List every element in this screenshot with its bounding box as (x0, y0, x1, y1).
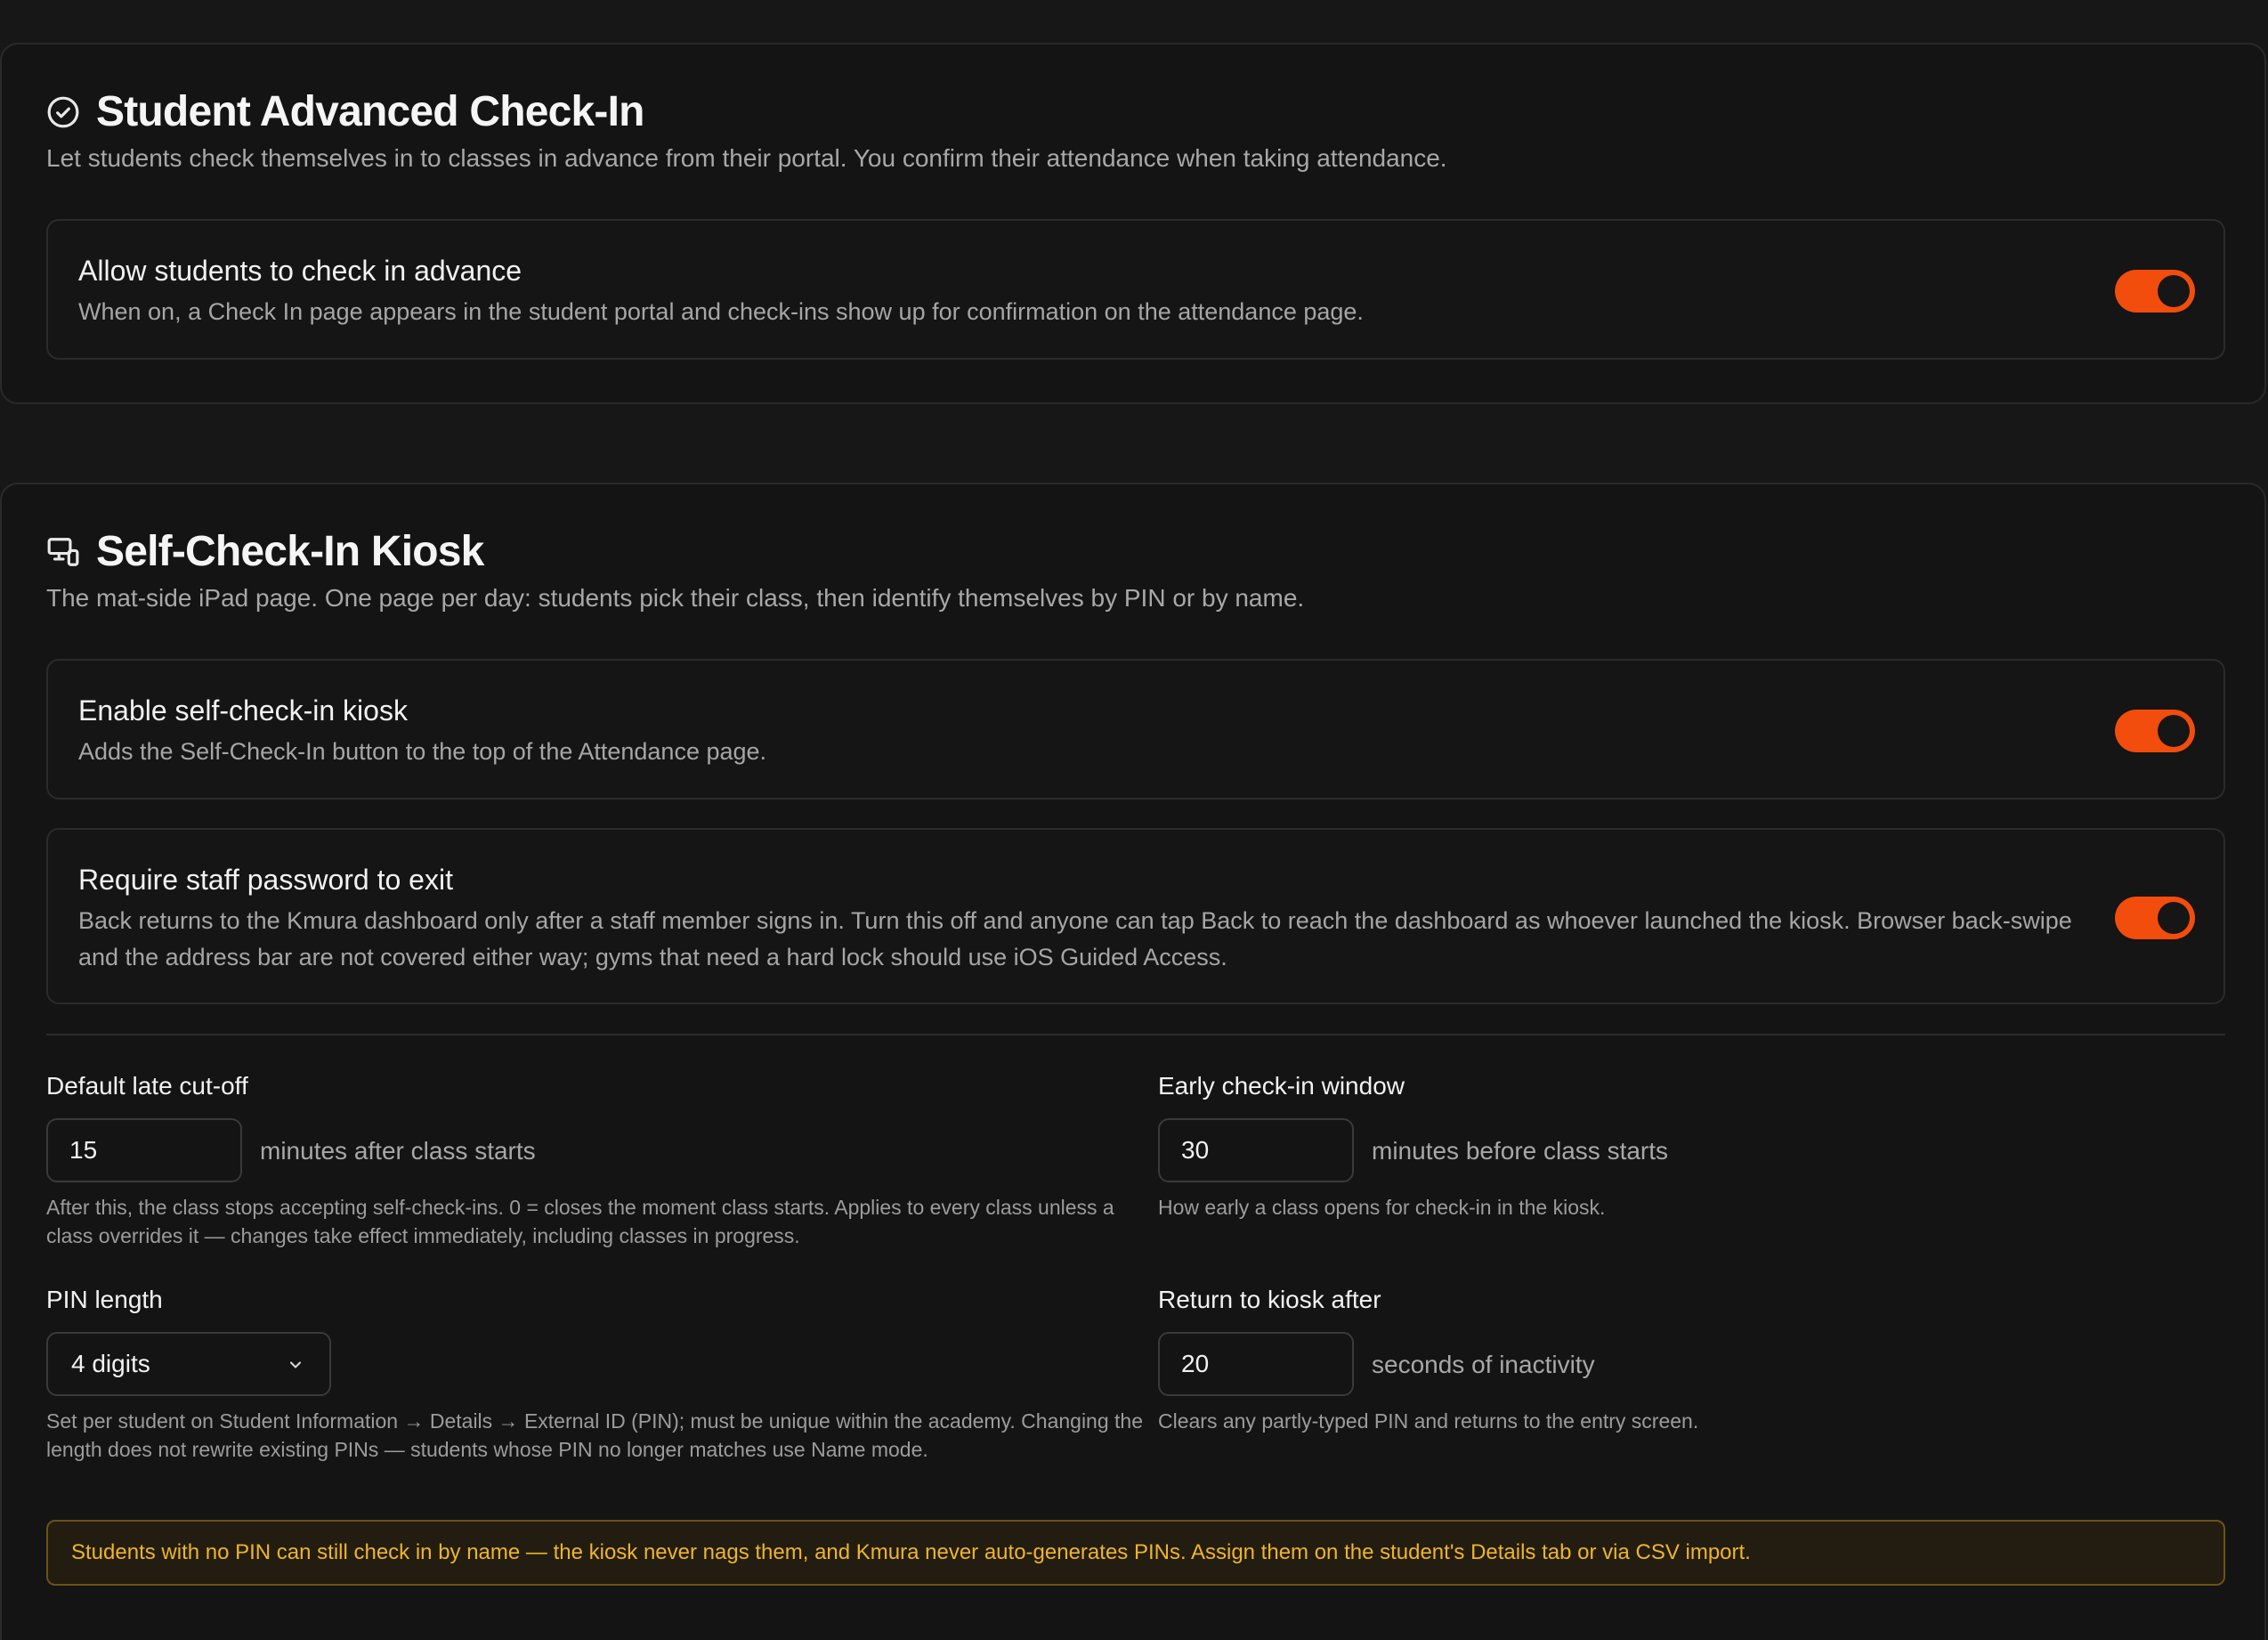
setting-title: Require staff password to exit (78, 864, 453, 896)
return-after-input[interactable]: 20 (1158, 1332, 1354, 1396)
section-description: The mat-side iPad page. One page per day: students pick their class, then identify themselves by PIN or by name. (46, 584, 1305, 612)
late-cutoff-unit: minutes after class starts (260, 1137, 536, 1165)
kiosk-header (46, 527, 484, 576)
toggle-knob (2158, 275, 2190, 307)
enable-kiosk-row (46, 659, 2225, 800)
pin-length-help: Set per student on Student Information → Details → External ID (PIN); must be unique within the academy. Changing the length does not rewrite existing PINs — students whose PIN no longer matches use Name mode. (46, 1409, 1143, 1461)
pin-length-select[interactable] (46, 1332, 331, 1396)
early-window-label: Early check-in window (1158, 1072, 1405, 1100)
setting-description: When on, a Check In page appears in the student portal and check-ins show up for confirmation on the attendance page. (78, 298, 1364, 325)
advanced-checkin-header (46, 87, 644, 136)
setting-description: Adds the Self-Check-In button to the top of the Attendance page. (78, 738, 767, 765)
section-description: Let students check themselves in to classes in advance from their portal. You confirm their attendance when taking attendance. (46, 144, 1447, 172)
early-window-help: How early a class opens for check-in in the kiosk. (1158, 1196, 1606, 1219)
require-password-row (46, 828, 2225, 1004)
early-window-input[interactable]: 30 (1158, 1118, 1354, 1182)
section-title: Self-Check-In Kiosk (96, 528, 484, 575)
pin-length-label: PIN length (46, 1286, 163, 1313)
late-cutoff-input[interactable]: 15 (46, 1118, 242, 1182)
pin-length-selected: 4 digits (71, 1350, 150, 1377)
allow-advance-checkin-row (46, 219, 2225, 360)
no-pin-notice: Students with no PIN can still check in by name — the kiosk never nags them, and Kmura never auto-generates PINs. Assign them on the student's Details tab or via CSV import. (46, 1520, 2225, 1586)
kiosk-card (0, 483, 2266, 1640)
advanced-checkin-card (0, 43, 2266, 404)
allow-advance-checkin-toggle[interactable] (2115, 270, 2195, 313)
toggle-knob (2158, 902, 2190, 934)
enable-kiosk-toggle[interactable] (2115, 710, 2195, 752)
section-title: Student Advanced Check-In (96, 88, 644, 135)
chevron-down-icon (287, 1356, 304, 1374)
check-circle-icon (46, 95, 80, 129)
late-cutoff-help: After this, the class stops accepting self-check-ins. 0 = closes the moment class starts. Applies to every class unless a class overrides it — changes take effect immediately, including classes in progress. (46, 1196, 1114, 1247)
early-window-unit: minutes before class starts (1372, 1137, 1669, 1165)
divider (46, 1034, 2225, 1035)
setting-description: Back returns to the Kmura dashboard only after a staff member signs in. Turn this off and anyone can tap Back to reach the dashboard as whoever launched the kiosk. Browser back-swipe and the address bar are not covered either way; gyms that need a hard lock should use iOS Guided Access. (78, 907, 2072, 970)
toggle-knob (2158, 715, 2190, 747)
require-password-toggle[interactable] (2115, 897, 2195, 939)
late-cutoff-label: Default late cut-off (46, 1072, 248, 1100)
return-after-unit: seconds of inactivity (1372, 1351, 1595, 1378)
return-after-help: Clears any partly-typed PIN and returns to the entry screen. (1158, 1409, 1699, 1433)
return-after-label: Return to kiosk after (1158, 1286, 1381, 1313)
setting-title: Allow students to check in advance (78, 255, 522, 287)
kiosk-devices-icon (46, 535, 80, 569)
setting-title: Enable self-check-in kiosk (78, 694, 408, 727)
